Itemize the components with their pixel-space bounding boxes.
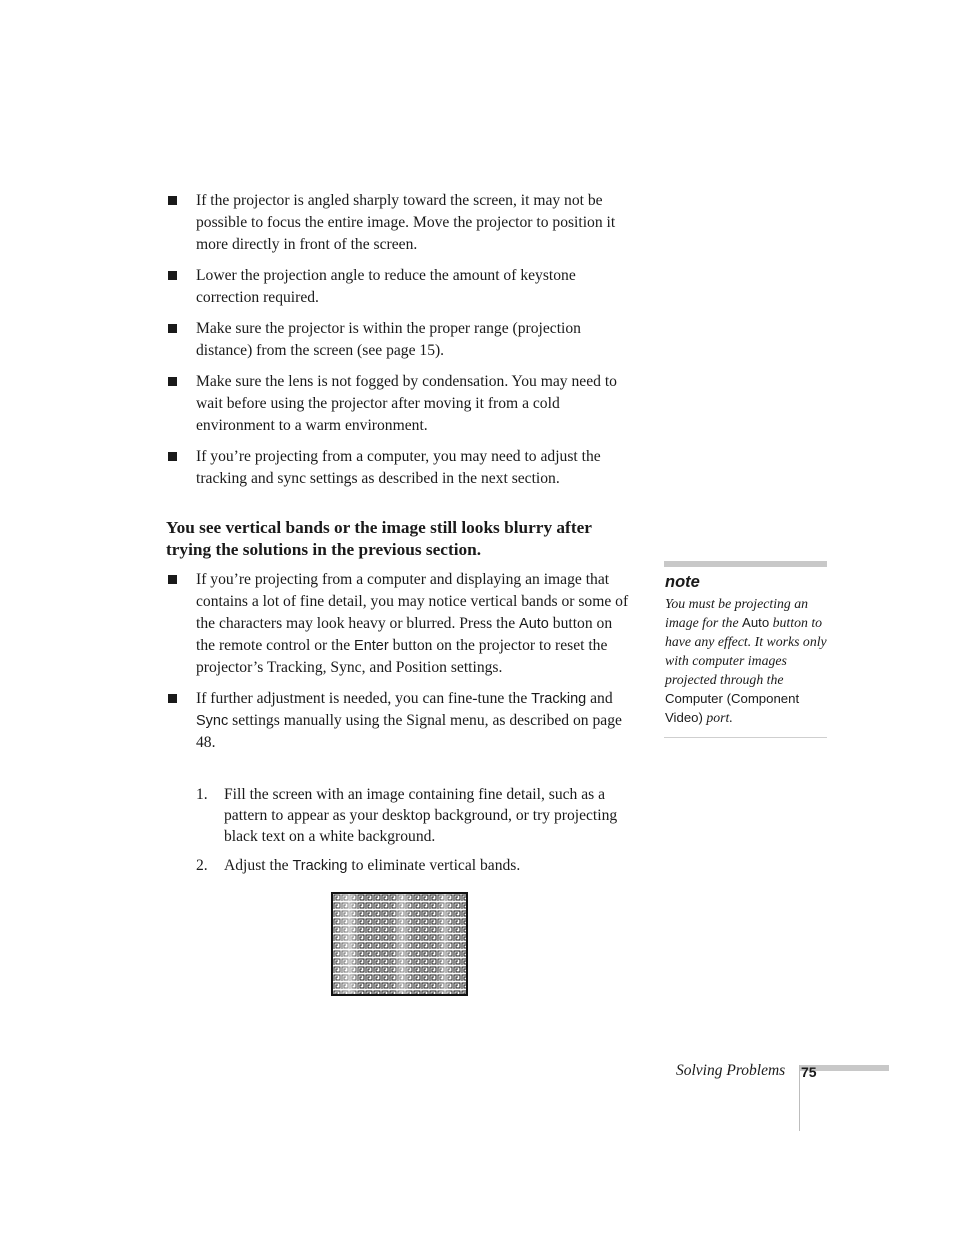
troubleshooting-bullet-list	[166, 190, 632, 499]
list-item: If you’re projecting from a computer and displaying an image that contains a lot of fine detail, you may notice vertical bands or some of the characters may look heavy or blurred. Press the Auto button on the remote control or the Enter button on the projector to reset the projector’s Tracking, Sync, and Position settings.	[166, 569, 632, 679]
section-heading: You see vertical bands or the image still looks blurry after trying the solutions in the previous section.	[166, 518, 592, 559]
greek-key-pattern-icon	[333, 894, 466, 994]
vertical-bands-pattern-image	[331, 892, 468, 996]
square-bullet-icon	[168, 196, 177, 205]
list-item: If further adjustment is needed, you can fine-tune the Tracking and Sync settings manually using the Signal menu, as described on page 48.	[166, 688, 632, 754]
footer-divider	[799, 1065, 800, 1131]
button-name-enter: Enter	[354, 638, 389, 654]
setting-name-tracking: Tracking	[531, 691, 587, 707]
setting-name-sync: Sync	[196, 713, 229, 729]
square-bullet-icon	[168, 694, 177, 703]
port-name: Computer (Component Video)	[665, 691, 800, 725]
list-item: Make sure the lens is not fogged by condensation. You may need to wait before using the projector after moving it from a cold environment to a warm environment.	[166, 371, 632, 437]
button-name-auto: Auto	[742, 615, 770, 630]
numbered-steps	[196, 784, 636, 885]
note-sidebar	[664, 561, 827, 738]
square-bullet-icon	[168, 452, 177, 461]
step-item: 1. Fill the screen with an image containing fine detail, such as a pattern to appear as your desktop background, or try projecting black text on a white background.	[196, 786, 618, 845]
square-bullet-icon	[168, 324, 177, 333]
note-text: You must be projecting an image for the Auto button to have any effect. It works only with computer images projected through the Computer (Component Video) port.	[665, 596, 827, 725]
note-title: note	[665, 573, 700, 591]
page-number: 75	[801, 1064, 817, 1080]
step-item: 2. Adjust the Tracking to eliminate vertical bands.	[196, 857, 521, 874]
square-bullet-icon	[168, 271, 177, 280]
setting-name-tracking: Tracking	[292, 858, 348, 874]
note-bottom-rule	[664, 737, 827, 738]
list-item: If you’re projecting from a computer, you may need to adjust the tracking and sync settings as described in the next section.	[166, 446, 632, 490]
button-name-auto: Auto	[519, 616, 549, 632]
list-item: If the projector is angled sharply toward the screen, it may not be possible to focus the entire image. Move the projector to position it more directly in front of the screen.	[166, 190, 632, 256]
list-item: Make sure the projector is within the proper range (projection distance) from the screen (see page 15).	[166, 318, 632, 362]
square-bullet-icon	[168, 575, 177, 584]
square-bullet-icon	[168, 377, 177, 386]
adjustment-bullet-list	[166, 569, 632, 763]
note-divider-bar	[664, 561, 827, 567]
list-item: Lower the projection angle to reduce the amount of keystone correction required.	[166, 265, 632, 309]
footer-section-title: Solving Problems	[676, 1062, 786, 1079]
